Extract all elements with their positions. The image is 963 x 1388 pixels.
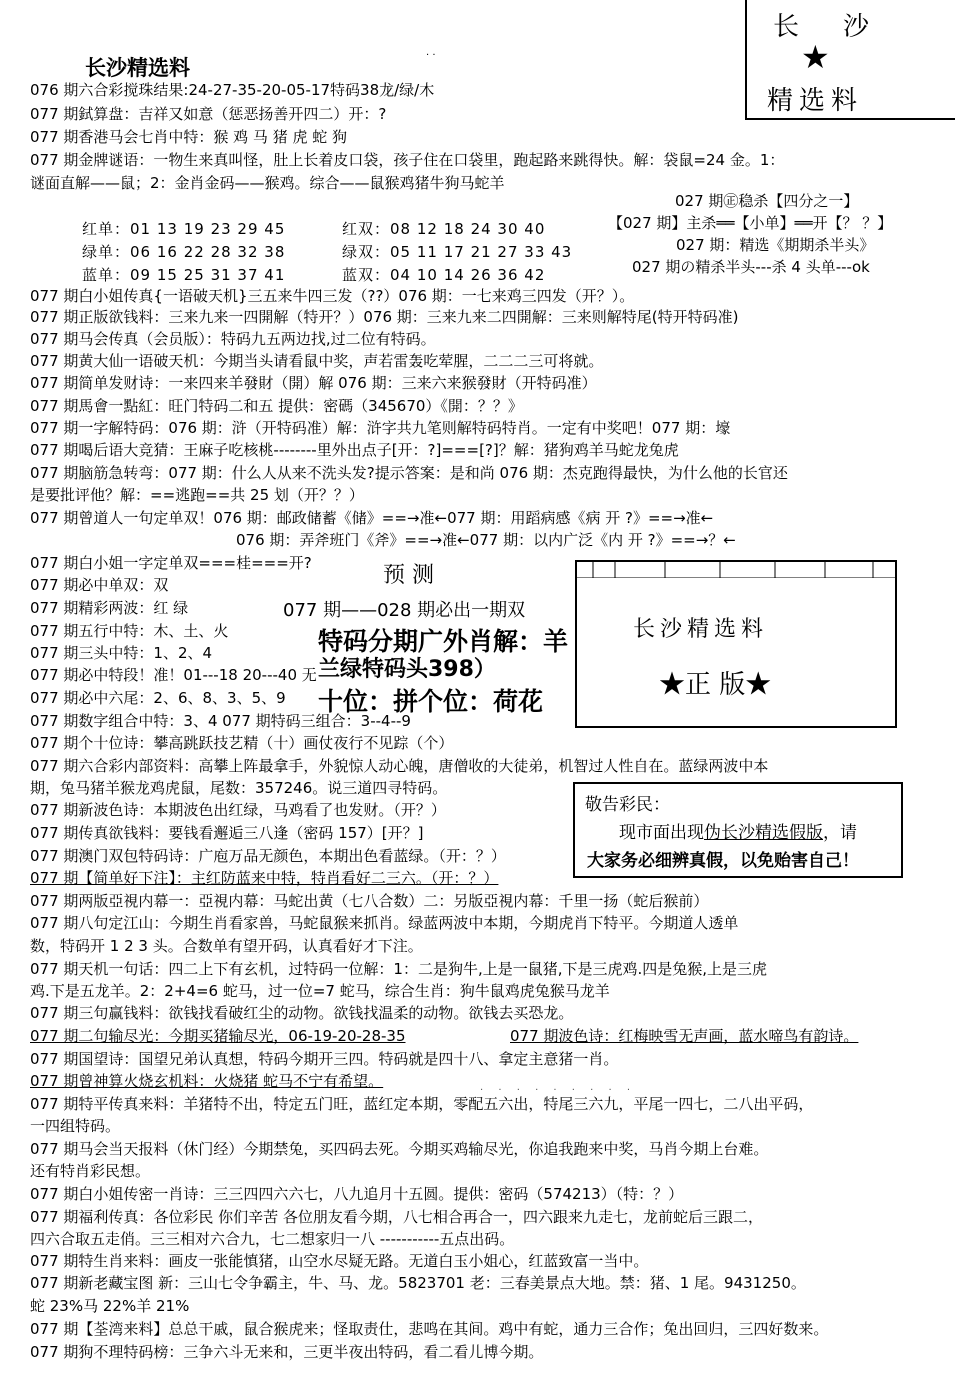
text-line: 077 期天机一句话：四二上下有玄机，过特码一位解：1：二是狗牛,上是一鼠猪,下是三虎鸡.四是兔猴,上是三虎 bbox=[30, 960, 768, 978]
text-line: 076 期六合彩搅珠结果:24-27-35-20-05-17特码38龙/绿/木 bbox=[30, 81, 435, 99]
text-line: 077 期数字组合中特：3、4 077 期特码三组合：3--4--9 bbox=[30, 712, 411, 730]
text-line: 077 期【简单好下注】：主红防蓝来中特，特肖看好二三六。（开：？） bbox=[30, 869, 499, 887]
blue-double: 蓝双：04 10 14 26 36 42 bbox=[342, 266, 546, 284]
text-line: 077 期必中六尾：2、6、8、3、5、9 bbox=[30, 689, 286, 707]
text-line: 077 期简单发财诗：一来四来羊發財（開）解 076 期：三来六来猴發財（开特码准） bbox=[30, 374, 597, 392]
star-icon: ★ bbox=[801, 38, 830, 76]
right-line: 【027 期】主杀══【小单】══开【？ ？】 bbox=[608, 214, 893, 232]
text-line: 077 期波色诗：红梅映雪无声画，蓝水啼鸟有韵诗。 bbox=[510, 1027, 859, 1045]
notice-line: 大家务必细辨真假，以免贻害自己！ bbox=[587, 851, 859, 871]
red-double: 红双：08 12 18 24 30 40 bbox=[342, 220, 546, 238]
text-line: 077 期三头中特：1、2、4 bbox=[30, 644, 213, 662]
edition-frame bbox=[575, 560, 897, 728]
text-line: 077 期白小姐传真{一语破天机}三五来牛四三发（??）076 期：一七来鸡三四发（开？）。 bbox=[30, 287, 635, 305]
prediction-line: 特码分期广外肖解：羊 bbox=[318, 627, 569, 656]
text-line: 077 期新波色诗：本期波色出红绿，马鸡看了也发财。（开？） bbox=[30, 801, 446, 819]
text-line: 077 期五行中特：木、土、火 bbox=[30, 622, 229, 640]
text-line: 077 期新老藏宝图 新：三山七令争霸主，牛、马、龙。5823701 老：三春美景点大地。禁：猪、1 尾。9431250。 bbox=[30, 1274, 806, 1292]
right-line: 027 期：精选《期期杀半头》 bbox=[676, 236, 875, 254]
text-line: 077 期一字解特码：076 期：浒（开特码准）解：浒字共九笔则解特码特肖。一定有中奖吧！077 期：壕 bbox=[30, 419, 731, 437]
right-line: 027 期の精杀半头---杀 4 头单---ok bbox=[632, 258, 870, 276]
logo-char-right: 沙 bbox=[843, 12, 870, 42]
text-line: 077 期必中特段！准！01---18 20---40 无 bbox=[30, 666, 317, 684]
text-line: 077 期曾神算火烧玄机料：火烧猪 蛇马不宁有希望。 bbox=[30, 1072, 384, 1090]
logo-box bbox=[745, 0, 955, 120]
text-line: 077 期马会传真（会员版）：特码九五两边找,过二位有特码。 bbox=[30, 330, 436, 348]
text-line: 077 期传真欲钱料：要钱看邂逅三八逢（密码 157）[开？] bbox=[30, 824, 424, 842]
dots-mark: · · bbox=[426, 50, 436, 61]
green-double: 绿双：05 11 17 21 27 33 43 bbox=[342, 243, 573, 261]
text-line: 077 期香港马会七肖中特：猴 鸡 马 猪 虎 蛇 狗 bbox=[30, 128, 348, 146]
green-single: 绿单：06 16 22 28 32 38 bbox=[82, 243, 286, 261]
text-line: 期，兔马猪羊猴龙鸡虎鼠，尾数：357246。说三道四寻特码。 bbox=[30, 779, 448, 797]
right-line: 027 期㊣稳杀【四分之一】 bbox=[675, 192, 859, 210]
text-line: 077 期三句赢钱料：欲钱找看破红尘的动物。欲钱找温柔的动物。欲钱去买恐龙。 bbox=[30, 1004, 574, 1022]
text-line: 077 期个十位诗：攀高跳跃技艺精（十）画仗夜行不见踪（个） bbox=[30, 734, 454, 752]
text-line: 四六合取五走俏。三三相对六合九，七二想家归一八 -----------五点出码。 bbox=[30, 1230, 515, 1248]
text-line: 077 期黄大仙一语破天机：今期当头请看鼠中奖，声若雷轰吃荤腥，二二二三可将就。 bbox=[30, 352, 604, 370]
red-single: 红单：01 13 19 23 29 45 bbox=[82, 220, 286, 238]
prediction-title: 预 测 bbox=[383, 563, 434, 588]
blue-single: 蓝单：09 15 25 31 37 41 bbox=[82, 266, 286, 284]
text-line: 077 期八句定江山：今期生肖看家兽，马蛇鼠猴来抓肖。绿蓝两波中本期，今期虎肖下特平。今期道人透单 bbox=[30, 914, 739, 932]
frame-ticks bbox=[575, 560, 897, 578]
prediction-line: 兰绿特码头398） bbox=[318, 657, 496, 682]
text-line: 数，特码开 1 2 3 头。合数单有望开码，认真看好才下注。 bbox=[30, 937, 423, 955]
notice-line: 现市面出现伪长沙精选假版，请 bbox=[619, 823, 857, 843]
text-line: 077 期金牌谜语：一物生来真叫怪，肚上长着皮口袋，孩子住在口袋里，跑起路来跳得快。解：袋鼠=24 金。1： bbox=[30, 151, 785, 169]
notice-heading: 敬告彩民： bbox=[585, 795, 670, 815]
text-line: 077 期狗不理特码榜：三争六斗无来和，三更半夜出特码，看二看儿博今期。 bbox=[30, 1343, 544, 1361]
text-line: 077 期馬會一點紅：旺门特码二和五 提供：密碼（345670）《開：？？》 bbox=[30, 397, 523, 415]
text-line: 077 期二句输尽光：今期买猪输尽光，06-19-20-28-35 bbox=[30, 1027, 406, 1045]
text-line: 一四组特码。 bbox=[30, 1117, 121, 1135]
text-line: 077 期澳门双包特码诗：广庖万品无颜色，本期出色看蓝绿。（开：？） bbox=[30, 847, 506, 865]
text-line: 是要批评他？解：==逃跑==共 25 划（开？？） bbox=[30, 486, 364, 504]
text-line: 077 期两版亞視内幕一：亞視内幕：马蛇出黄（七八合数）二：另版亞視内幕：千里一扬（蛇后猴前） bbox=[30, 892, 709, 910]
logo-subtitle: 精选料 bbox=[767, 86, 864, 116]
text-line: 还有特肖彩民想。 bbox=[30, 1162, 151, 1180]
prediction-subtitle: 077 期——028 期必出一期双 bbox=[283, 600, 526, 621]
logo-char-left: 长 bbox=[773, 12, 800, 42]
text-line: 077 期正版欲钱料：三来九来一四開解（特开？）076 期：三来九来二四開解：三来则解特尾(特开特码准) bbox=[30, 308, 739, 326]
page-title: 长沙精选料 bbox=[85, 55, 190, 80]
text-line: 077 期喝后语大竞猜：王麻子吃核桃--------里外出点子[开：?]===[?]？解：猪狗鸡羊马蛇龙兔虎 bbox=[30, 441, 679, 459]
text-line: 077 期曾道人一句定单双！076 期：邮政储蓄《储》==→准←077 期：用蹈病感《病 开 ?》==→准← bbox=[30, 509, 714, 527]
text-line: 077 期特平传真来料：羊猪特不出，特定五门旺，蓝红定本期，零配五六出，特尾三六九，平尾一四七，二八出平码， bbox=[30, 1095, 814, 1113]
text-line: 077 期白小姐一字定单双===桂===开? bbox=[30, 554, 312, 572]
text-line: 077 期福利传真：各位彩民 你们辛苦 各位朋友看今期，八七相合再合一，四六跟来九走七，龙前蛇后三跟二， bbox=[30, 1208, 763, 1226]
frame-edition: ★正 版★ bbox=[659, 670, 772, 700]
text-line: 076 期：弄斧班门《斧》==→准←077 期：以内广泛《内 开 ?》==→？← bbox=[236, 531, 736, 549]
text-line: 077 期精彩两波：红 绿 bbox=[30, 599, 189, 617]
dots-mark: · · · · · · · · · bbox=[480, 1085, 637, 1096]
text-line: 077 期马会当天报料（休门经）今期禁兔，买四码去死。今期买鸡输尽光，你追我跑来中奖，马肖今期上台难。 bbox=[30, 1140, 769, 1158]
text-line: 077 期白小姐传密一肖诗：三三四四六六七，八九追月十五圆。提供：密码（574213）（特：？） bbox=[30, 1185, 684, 1203]
text-line: 077 期鉽算盘：吉祥又如意（惩恶扬善开四二）开：? bbox=[30, 105, 387, 123]
text-line: 蛇 23%马 22%羊 21% bbox=[30, 1297, 190, 1315]
text-line: 077 期脑筋急转弯：077 期：什么人从来不洗头发?提示答案：是和尚 076 期：杰克跑得最快，为什么他的长官还 bbox=[30, 464, 788, 482]
text-line: 077 期六合彩内部资料：高攀上阵最拿手，外貌惊人动心魄，唐僧收的大徒弟，机智过人性自在。蓝绿两波中本 bbox=[30, 757, 769, 775]
frame-title: 长沙精选料 bbox=[633, 617, 769, 642]
text-line: 077 期国望诗：国望兄弟认真想，特码今期开三四。特码就是四十八、拿定主意猪一肖。 bbox=[30, 1050, 619, 1068]
prediction-line: 十位：拼个位：荷花 bbox=[318, 687, 544, 716]
text-line: 077 期特生肖来料：画皮一张能慎猪，山空水尽疑无路。无道白玉小姐心，红蓝致富一当中。 bbox=[30, 1252, 649, 1270]
text-line: 鸡.下是五龙羊。2：2+4=6 蛇马，过一位=7 蛇马，综合生肖：狗牛鼠鸡虎兔猴马龙羊 bbox=[30, 982, 610, 1000]
notice-box bbox=[573, 782, 903, 878]
text-line: 谜面直解——鼠；2：金肖金码——猴鸡。综合——鼠猴鸡猪牛狗马蛇羊 bbox=[30, 174, 505, 192]
text-line: 077 期必中单双：双 bbox=[30, 576, 169, 594]
text-line: 077 期【荃湾来料】总总干戚，鼠合猴虎来；怪取责仕，悲鸣在其间。鸡中有蛇，通力三合作；兔出回归，三四好数来。 bbox=[30, 1320, 829, 1338]
